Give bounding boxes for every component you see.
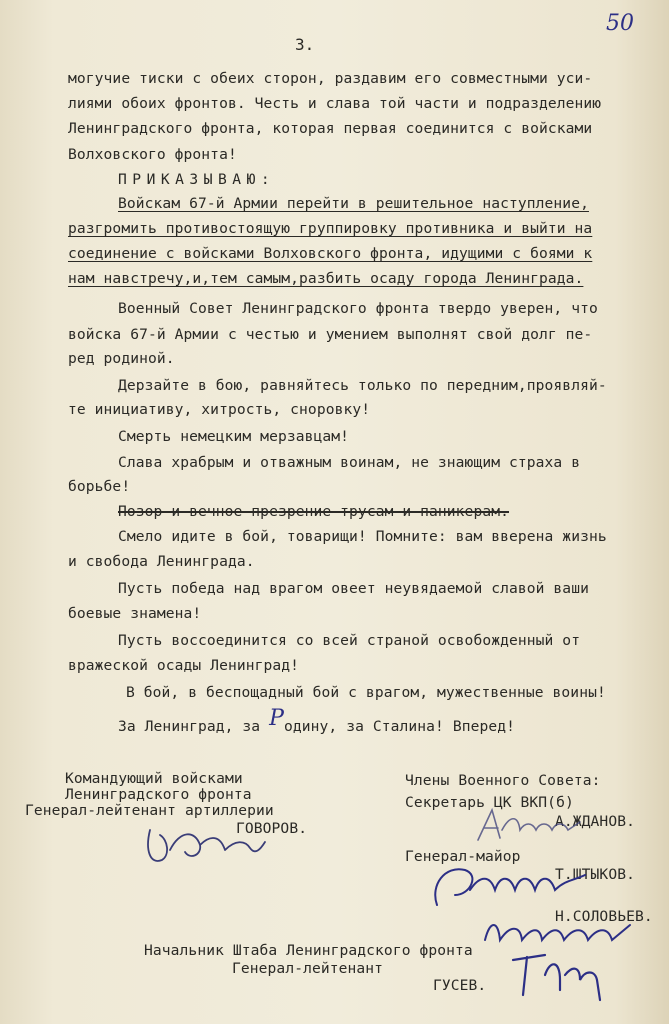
commander-name: ГОВОРОВ. xyxy=(236,820,308,837)
govorov-signature xyxy=(140,810,280,880)
zhdanov-signature xyxy=(470,800,590,850)
text-line: могучие тиски с обеих сторон, раздавим его совместными уси- xyxy=(68,70,593,87)
text-line: Слава храбрым и отважным воинам, не знающим страха в xyxy=(118,454,581,471)
struck-text-line: Позор и вечное презрение трусам и паникерам. xyxy=(118,503,509,520)
zhdanov-name: А.ЖДАНОВ. xyxy=(555,813,635,830)
chief-of-staff-title: Генерал-лейтенант xyxy=(232,960,384,977)
text-line: Пусть воссоединится со всей страной освобожденный от xyxy=(118,632,581,649)
text-line: ред родиной. xyxy=(68,350,175,367)
archive-page-number xyxy=(604,6,638,36)
text-line: В бой, в беспощадный бой с врагом, мужественные воины! xyxy=(126,684,606,701)
page-number: 3. xyxy=(295,35,315,54)
svg-text:50: 50 xyxy=(606,11,634,36)
text-line: Пусть победа над врагом овеет неувядаемой славой ваши xyxy=(118,580,589,597)
shtykov-signature xyxy=(425,855,595,915)
solovyev-name: Н.СОЛОВЬЕВ. xyxy=(555,908,653,925)
text-line: вражеской осады Ленинград! xyxy=(68,657,300,674)
order-line: соединение с войсками Волховского фронта, идущими с боями к xyxy=(68,245,593,262)
handwritten-correction: Р xyxy=(269,706,284,731)
text-line: борьбе! xyxy=(68,478,131,495)
order-line: Войскам 67-й Армии перейти в решительное наступление, xyxy=(118,195,589,212)
text-fragment: За Ленинград, за xyxy=(118,718,270,735)
text-line: Смерть немецким мерзавцам! xyxy=(118,428,350,445)
shtykov-title: Генерал-майор xyxy=(405,848,521,865)
text-line: Ленинградского фронта, которая первая соединится с войсками xyxy=(68,120,593,137)
chief-of-staff-title: Начальник Штаба Ленинградского фронта xyxy=(144,942,473,959)
order-line: разгромить противостоящую группировку противника и выйти на xyxy=(68,220,593,237)
commander-title-line: Генерал-лейтенант артиллерии xyxy=(25,802,274,819)
gusev-name: ГУСЕВ. xyxy=(433,977,487,994)
text-line: те инициативу, хитрость, сноровку! xyxy=(68,401,371,418)
text-line: боевые знамена! xyxy=(68,605,202,622)
text-line: лиями обоих фронтов. Честь и слава той части и подразделению xyxy=(68,95,602,112)
commander-title-line: Ленинградского фронта xyxy=(65,786,252,803)
shtykov-name: Т.ШТЫКОВ. xyxy=(555,866,635,883)
text-line: войска 67-й Армии с честью и умением выполнят свой долг пе- xyxy=(68,326,593,343)
order-line: нам навстречу,и,тем самым,разбить осаду города Ленинграда. xyxy=(68,270,584,287)
text-line: Военный Совет Ленинградского фронта твердо уверен, что xyxy=(118,300,598,317)
text-line: Смело идите в бой, товарищи! Помните: вам вверена жизнь xyxy=(118,528,607,545)
commander-title-line: Командующий войсками xyxy=(65,770,243,787)
text-line: Дерзайте в бою, равняйтесь только по передним,проявляй- xyxy=(118,377,607,394)
text-line xyxy=(118,706,516,737)
text-line: и свобода Ленинграда. xyxy=(68,553,255,570)
text-line: Волховского фронта! xyxy=(68,146,237,163)
gusev-signature xyxy=(505,945,615,1005)
order-heading: ПРИКАЗЫВАЮ: xyxy=(118,171,276,188)
zhdanov-title: Секретарь ЦК ВКП(б) xyxy=(405,794,574,811)
council-title: Члены Военного Совета: xyxy=(405,772,601,789)
text-fragment: одину, за Сталина! Вперед! xyxy=(283,718,516,735)
